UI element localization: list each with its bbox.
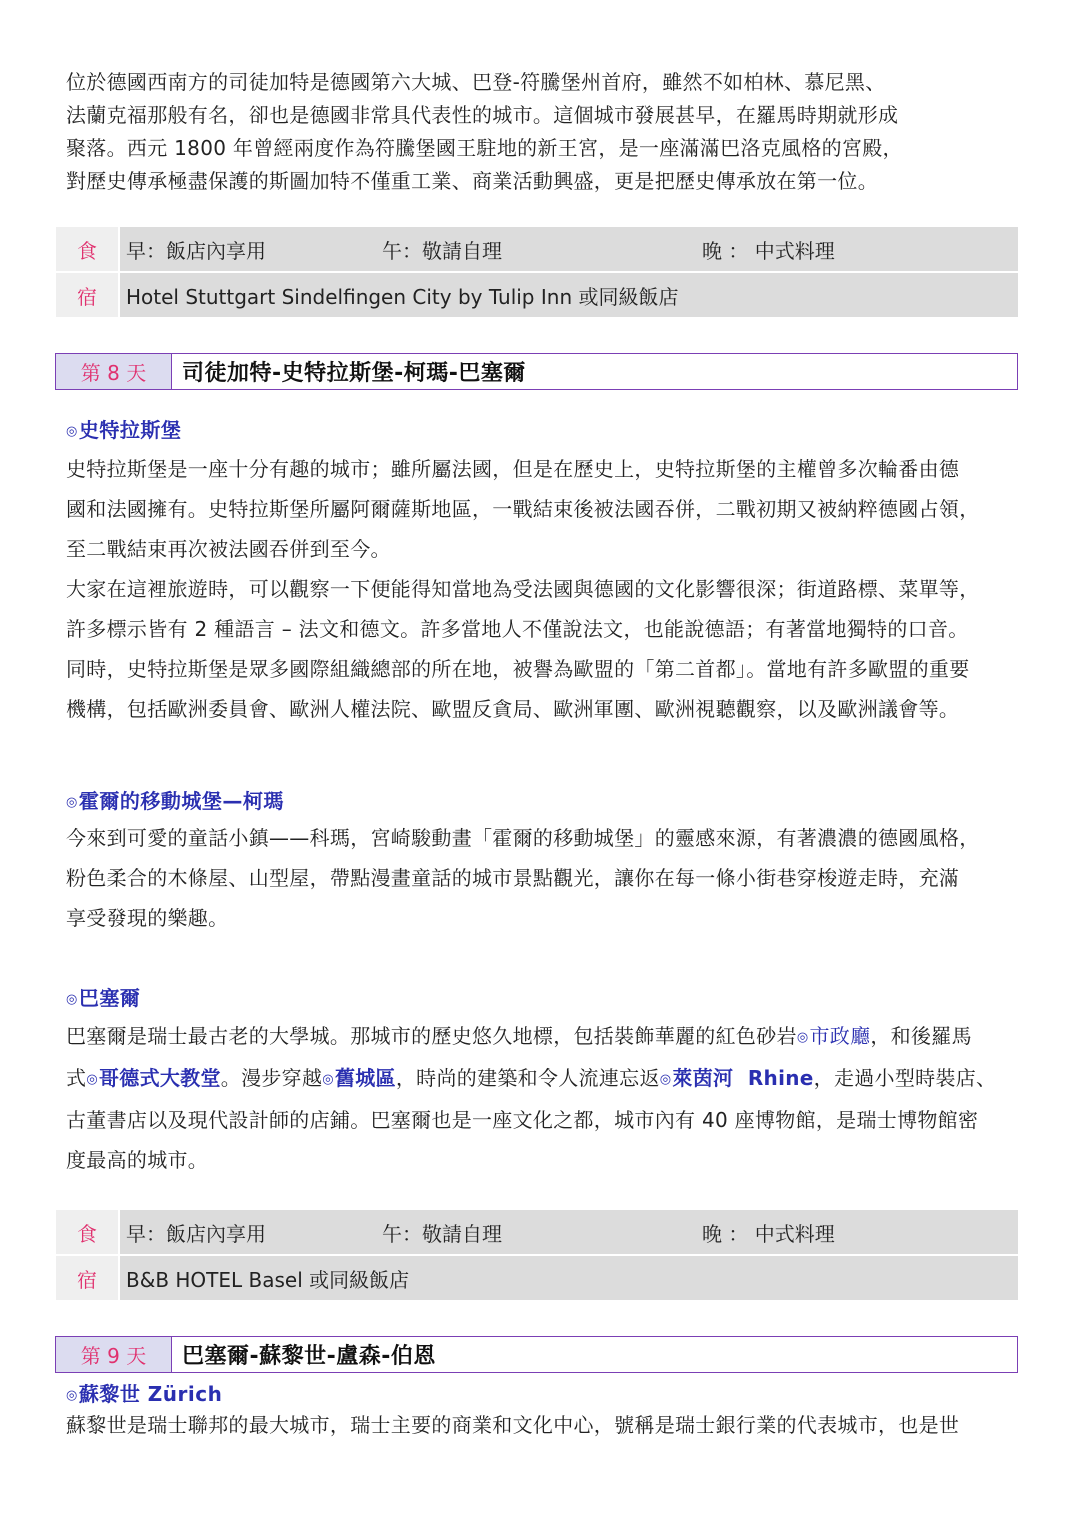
paragraph-line: 蘇黎世是瑞士聯邦的最大城市，瑞士主要的商業和文化中心，號稱是瑞士銀行業的代表城市，也是世 — [66, 1413, 960, 1437]
food-tag: 食 — [56, 227, 119, 272]
paragraph-line: 度最高的城市。 — [66, 1148, 209, 1172]
bullet-icon: ◎ — [659, 1072, 672, 1087]
food-tag: 食 — [56, 1210, 119, 1255]
paragraph-line: 粉色柔合的木條屋、山型屋，帶點漫畫童話的城市景點觀光，讓你在每一條小街巷穿梭遊走時，充滿 — [66, 866, 960, 890]
section-heading-colmar — [66, 785, 284, 814]
link-city-hall[interactable]: 市政廳 — [809, 1024, 871, 1048]
paragraph-line: 至二戰結束再次被法國吞併到至今。 — [66, 537, 391, 561]
bullet-icon: ◎ — [796, 1030, 809, 1045]
text-run: 式 — [66, 1066, 87, 1090]
dinner-cell: 晚 ： 中式料理 — [696, 1210, 1018, 1255]
paragraph-line: 同時，史特拉斯堡是眾多國際組織總部的所在地，被譽為歐盟的「第二首都」。當地有許多歐盟的重要 — [66, 657, 970, 681]
hotel-cell: Hotel Stuttgart Sindelfingen City by Tulip Inn 或同級飯店 — [119, 272, 1018, 317]
text-run: ，走過小型時裝店、 — [813, 1066, 997, 1090]
day-label: 第 9 天 — [56, 1337, 172, 1372]
link-rhine[interactable]: 萊茵河 Rhine — [672, 1066, 814, 1090]
bullet-icon: ◎ — [66, 795, 78, 810]
section-title: 史特拉斯堡 — [78, 418, 182, 442]
lunch-cell: 午：敬請自理 — [376, 227, 696, 272]
intro-line: 法蘭克福那般有名，卻也是德國非常具代表性的城市。這個城市發展甚早，在羅馬時期就形成 — [66, 103, 899, 127]
paragraph-line: 許多標示皆有 2 種語言 – 法文和德文。許多當地人不僅說法文，也能說德語；有著當地獨特的口音。 — [66, 617, 969, 641]
paragraph-line: 史特拉斯堡是一座十分有趣的城市；雖所屬法國，但是在歷史上，史特拉斯堡的主權曾多次輪番由德 — [66, 457, 960, 481]
colmar-paragraph — [66, 818, 1026, 938]
day-route: 司徒加特-史特拉斯堡-柯瑪-巴塞爾 — [182, 361, 526, 386]
section-heading-zurich — [66, 1378, 222, 1407]
meals-table-day8 — [56, 1210, 1018, 1300]
strasbourg-paragraph — [66, 449, 1026, 729]
paragraph-line: 古董書店以及現代設計師的店鋪。巴塞爾也是一座文化之都，城市內有 40 座博物館，是瑞士博物館密 — [66, 1108, 979, 1132]
text-run: 巴塞爾是瑞士最古老的大學城。那城市的歷史悠久地標，包括裝飾華麗的紅色砂岩 — [66, 1024, 797, 1048]
intro-line: 位於德國西南方的司徒加特是德國第六大城、巴登-符騰堡州首府，雖然不如柏林、慕尼黑、 — [66, 70, 886, 94]
dinner-cell: 晚 ： 中式料理 — [696, 227, 1018, 272]
text-run: 。漫步穿越 — [220, 1066, 323, 1090]
text-run: ，和後羅馬 — [870, 1024, 972, 1048]
bullet-icon: ◎ — [322, 1072, 334, 1087]
paragraph-line: 今來到可愛的童話小鎮——科瑪，宮崎駿動畫「霍爾的移動城堡」的靈感來源，有著濃濃的德國風格， — [66, 826, 980, 850]
hotel-cell: B&B HOTEL Basel 或同級飯店 — [119, 1255, 1018, 1300]
day-header-9 — [55, 1336, 1018, 1373]
paragraph-line: 大家在這裡旅遊時，可以觀察一下便能得知當地為受法國與德國的文化影響很深；街道路標、菜單等， — [66, 577, 980, 601]
section-title: 蘇黎世 Zürich — [78, 1382, 223, 1406]
intro-paragraph — [66, 66, 1026, 198]
section-heading-basel — [66, 982, 140, 1011]
paragraph-line: 享受發現的樂趣。 — [66, 906, 229, 930]
section-title: 霍爾的移動城堡—柯瑪 — [78, 789, 284, 813]
basel-paragraph — [66, 1016, 1026, 1180]
paragraph-line: 國和法國擁有。史特拉斯堡所屬阿爾薩斯地區，一戰結束後被法國吞併，二戰初期又被納粹德國占領， — [66, 497, 980, 521]
intro-line: 對歷史傳承極盡保護的斯圖加特不僅重工業、商業活動興盛，更是把歷史傳承放在第一位。 — [66, 169, 878, 193]
paragraph-line — [66, 1058, 1026, 1100]
bullet-icon: ◎ — [66, 992, 78, 1007]
day-route: 巴塞爾-蘇黎世-盧森-伯恩 — [182, 1344, 436, 1369]
section-title: 巴塞爾 — [78, 986, 141, 1010]
breakfast-cell: 早：飯店內享用 — [119, 227, 376, 272]
link-cathedral[interactable]: 哥德式大教堂 — [98, 1066, 221, 1090]
paragraph-line — [66, 1016, 1026, 1058]
breakfast-cell: 早：飯店內享用 — [119, 1210, 376, 1255]
stay-tag: 宿 — [56, 1255, 119, 1300]
bullet-icon: ◎ — [66, 1388, 78, 1403]
bullet-icon: ◎ — [66, 424, 78, 439]
section-heading-strasbourg — [66, 414, 181, 443]
intro-line: 聚落。西元 1800 年曾經兩度作為符騰堡國王駐地的新王宮，是一座滿滿巴洛克風格的宮殿， — [66, 136, 903, 160]
day-header-8 — [55, 353, 1018, 390]
stay-tag: 宿 — [56, 272, 119, 317]
bullet-icon: ◎ — [86, 1072, 98, 1087]
lunch-cell: 午：敬請自理 — [376, 1210, 696, 1255]
day-label: 第 8 天 — [56, 354, 172, 389]
zurich-paragraph — [66, 1408, 1026, 1442]
meals-table-day7 — [56, 227, 1018, 317]
paragraph-line: 機構，包括歐洲委員會、歐洲人權法院、歐盟反貪局、歐洲軍團、歐洲視聽觀察，以及歐洲議會等。 — [66, 697, 960, 721]
link-old-town[interactable]: 舊城區 — [334, 1066, 396, 1090]
text-run: ，時尚的建築和令人流連忘返 — [395, 1066, 660, 1090]
